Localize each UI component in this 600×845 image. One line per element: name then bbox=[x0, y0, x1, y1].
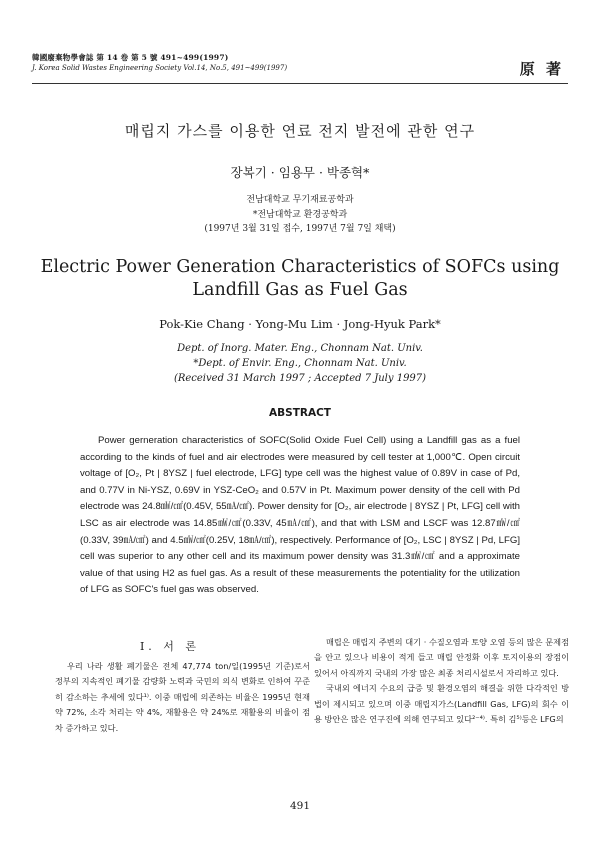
abstract-heading: ABSTRACT bbox=[269, 407, 331, 419]
received-date-en: (Received 31 March 1997 ; Accepted 7 July 1997) bbox=[173, 373, 427, 384]
affiliation-en-2: *Dept. of Envir. Eng., Chonnam Nat. Univ. bbox=[193, 358, 407, 369]
title-english-line-1: Electric Power Generation Characteristics of SOFCs using bbox=[40, 257, 560, 277]
abstract-text: Power gerneration characteristics of SOFC(Solid Oxide Fuel Cell) using a Landfill gas as a fuel according to the kinds of fuel and air electrodes were measured by cell tester at 1,000℃. Open circuit voltage of [O₂, Pt | 8YSZ | fuel electrode, LFG] type cell was the highest value of 0.89V in case of Pd, and 0.77V in Ni-YSZ, 0.69V in YSZ-CeO₂ and 0.57V in Pt. Maximum power density of the cell with Pd electrode was 24.8㎽/㎠(0.45V, 55㎃/㎠). Power density for [O₂, air electrode | 8YSZ | Pt, LFG] cell with LSC as air electrode was 14.85㎽/㎠(0.33V, 45㎃/㎠), and that with LSM and LSCF was 12.87㎽/㎠(0.33V, 39㎃/㎠) and 4.5㎽/㎠(0.25V, 18㎃/㎠), respectively. Performance of [O₂, LSC | 8YSZ | Pd, LFG] cell was superior to any other cell and its maximum power density was 31.3㎽/㎠ and a approximate value of that using H2 as fuel gas. As a result of these measurements the potentiality for the utilization of LFG as SOFC's fuel gas was observed. bbox=[80, 435, 520, 596]
section-heading-introduction: Ⅰ. 서 론 bbox=[139, 640, 201, 653]
abstract-body bbox=[80, 433, 520, 599]
authors-english: Pok-Kie Chang · Yong-Mu Lim · Jong-Hyuk Park* bbox=[159, 317, 441, 331]
affiliation-en-1: Dept. of Inorg. Mater. Eng., Chonnam Nat. Univ. bbox=[177, 343, 423, 354]
received-date-ko: (1997년 3월 31일 접수, 1997년 7월 7일 채택) bbox=[204, 224, 396, 234]
affiliation-ko-2: *전남대학교 환경공학과 bbox=[252, 210, 348, 220]
intro-paragraph-1: 우리 나라 생활 폐기물은 전체 47,774 ton/일(1995년 기준)로서 정부의 지속적인 폐기물 감량화 노력과 국민의 의식 변화로 인하여 꾸준히 감소하는 추세에 있다¹⁾. 이중 매립에 의존하는 비율은 1995년 현재 약 72%, 소각 처리는 약 4%, 재활용은 약 24%로 재활용의 비율이 점차 증가하고 있다. bbox=[55, 661, 310, 733]
intro-paragraph-3: 국내외 에너지 수요의 급증 및 환경오염의 해결을 위한 다각적인 방법이 제시되고 있으며 이중 매립지가스(Landfill Gas, LFG)의 회수 이용 방안은 많은 연구진에 의해 연구되고 있다²⁻⁴⁾. 특히 김⁵⁾등은 LFG의 bbox=[314, 683, 569, 725]
page-number: 491 bbox=[289, 800, 311, 812]
article-type-tag: 原 著 bbox=[519, 60, 564, 78]
journal-header-ko: 韓國廢棄物學會誌 第 14 卷 第 5 號 491~499(1997) bbox=[32, 53, 229, 62]
affiliation-ko-1: 전남대학교 무기재료공학과 bbox=[246, 195, 354, 205]
intro-paragraph-2: 매립은 매립지 주변의 대기 · 수질오염과 토양 오염 등의 많은 문제점을 안고 있으나 비용이 적게 들고 매립 안정화 이후 토지이용의 장점이 있어서 아직까지 국내의 가장 많은 최종 처리시설로서 자리하고 있다. bbox=[314, 637, 569, 678]
header-rule bbox=[32, 83, 568, 84]
title-korean: 매립지 가스를 이용한 연료 전지 발전에 관한 연구 bbox=[124, 122, 476, 140]
body-column-left bbox=[55, 659, 310, 736]
journal-header-en: J. Korea Solid Wastes Engineering Society Vol.14, No.5, 491~499(1997) bbox=[32, 64, 288, 72]
authors-korean: 장복기 · 임용무 · 박종혁* bbox=[230, 165, 370, 180]
title-english-line-2: Landfill Gas as Fuel Gas bbox=[192, 280, 408, 300]
body-column-right bbox=[314, 635, 569, 727]
